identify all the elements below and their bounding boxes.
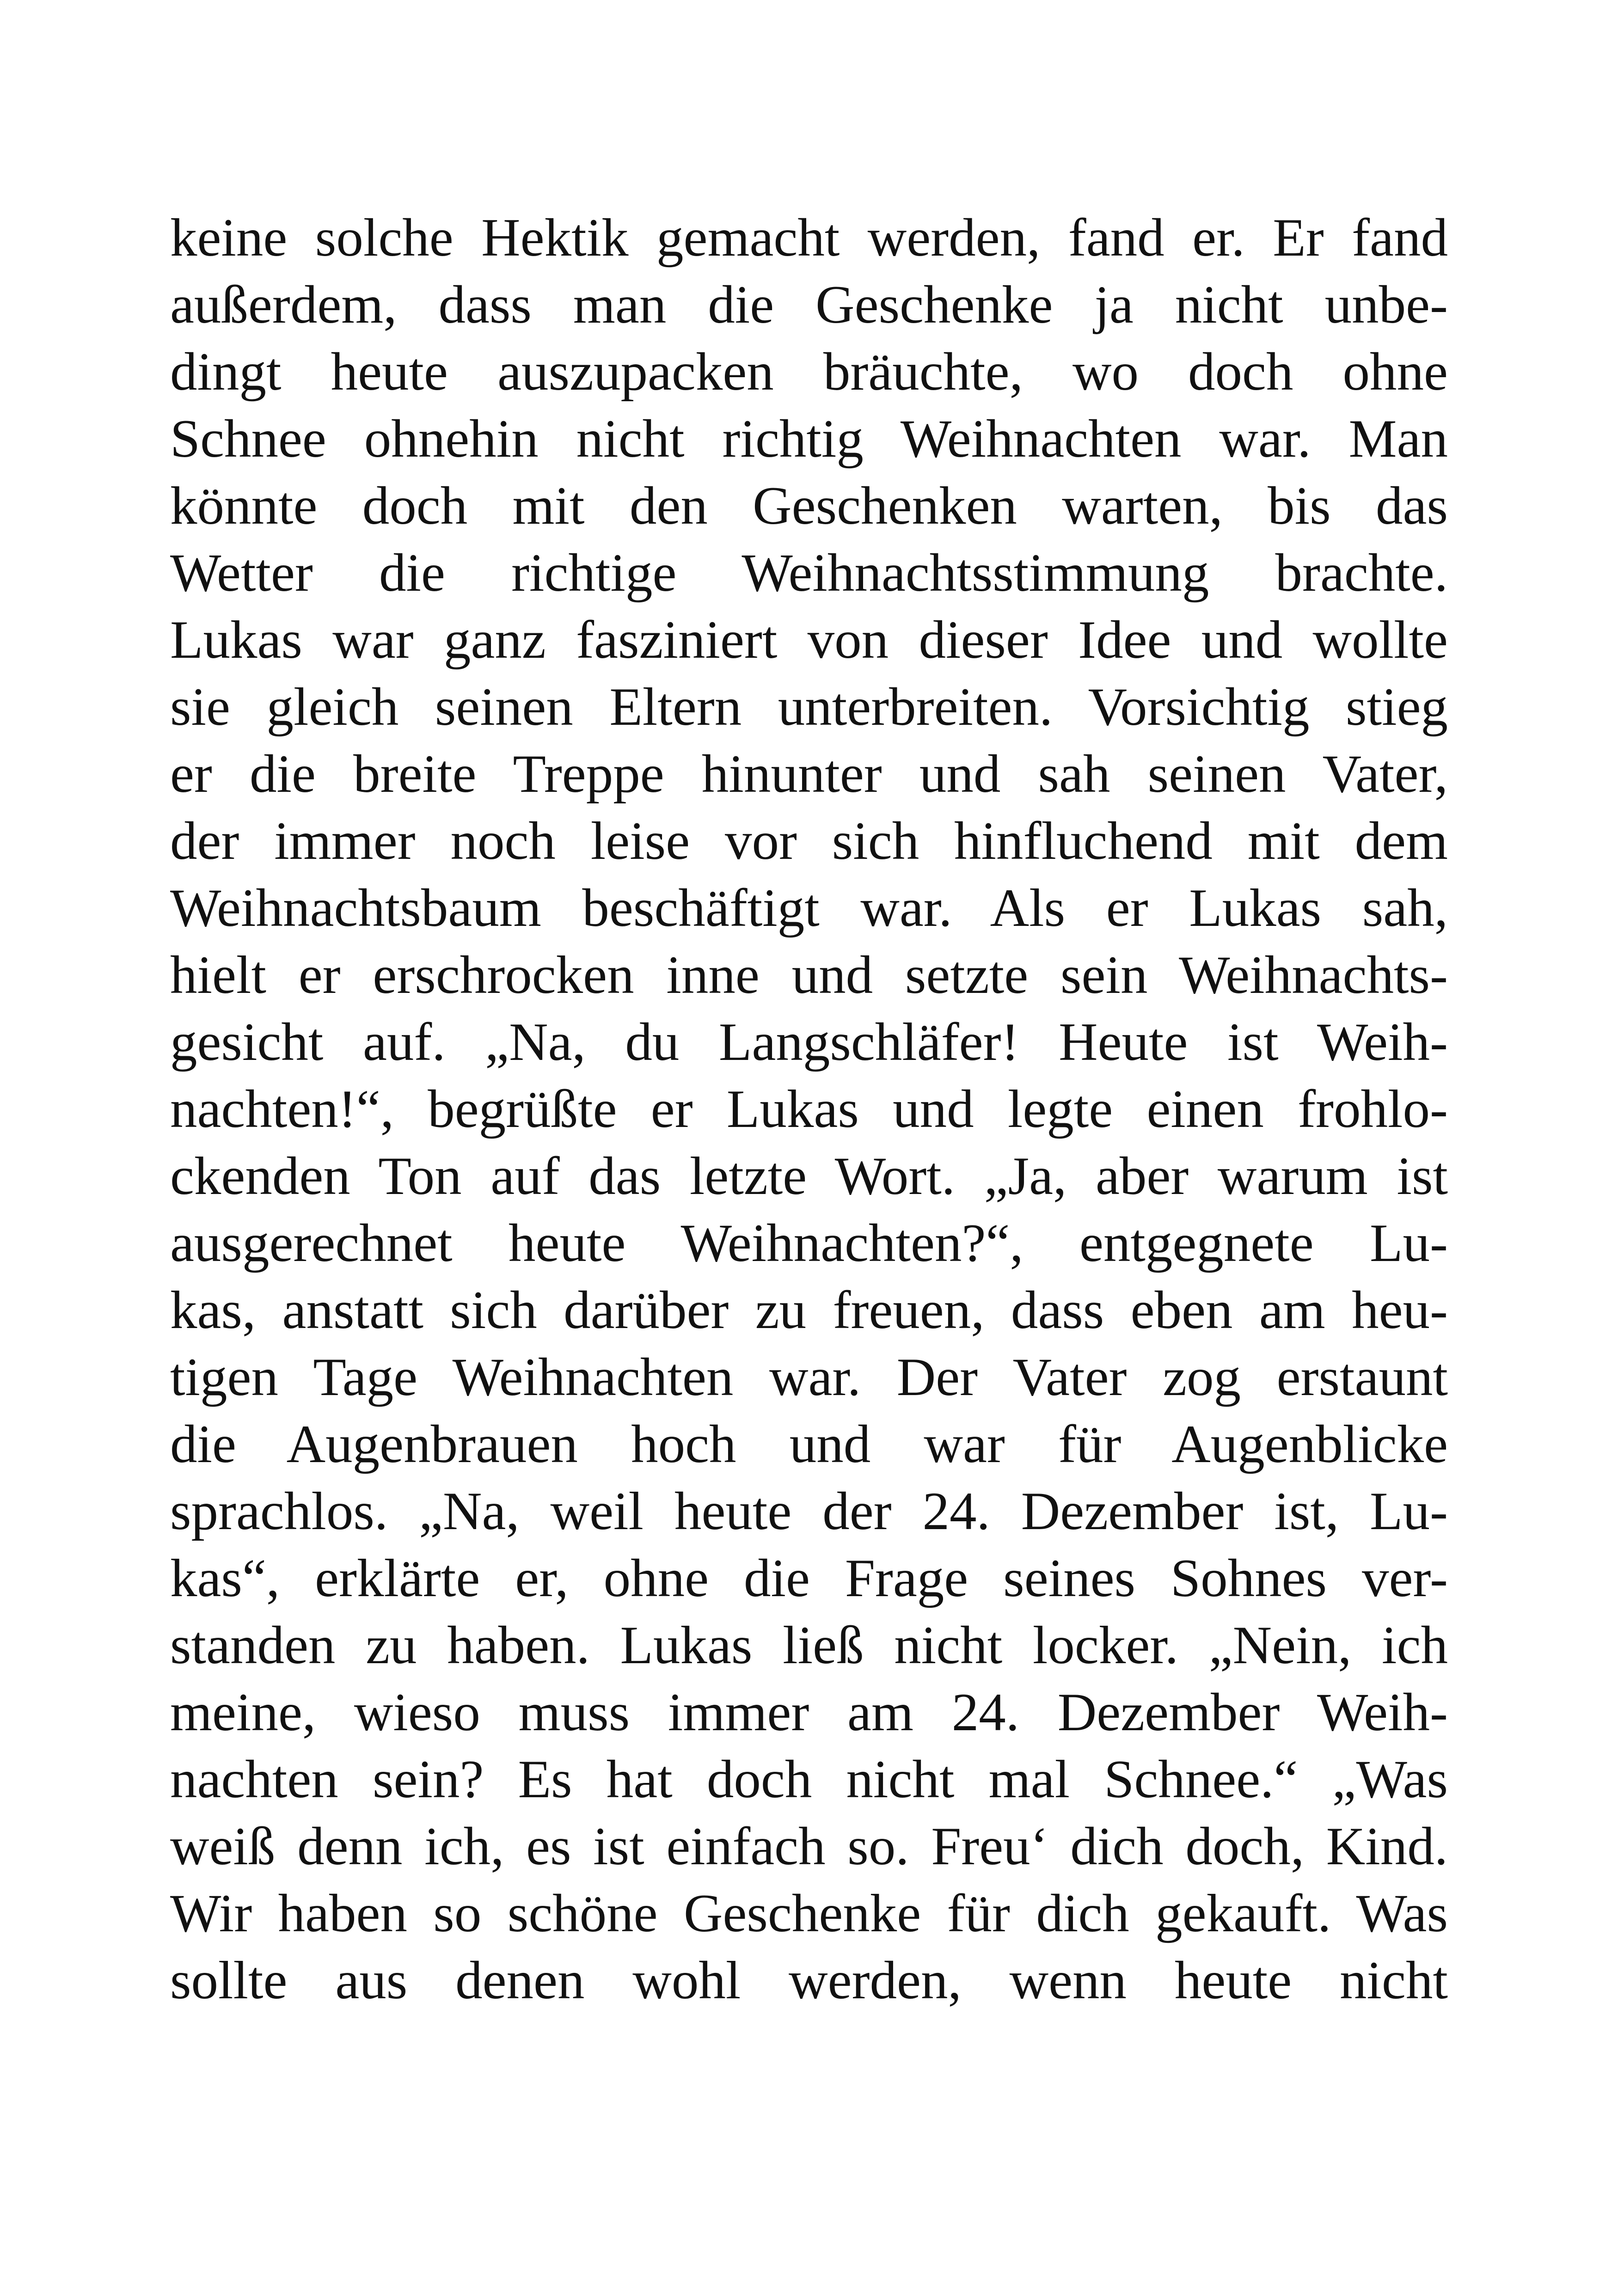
text-line: Wetter die richtige Weihnachtsstimmung brachte.: [170, 543, 1448, 603]
text-line: Lukas war ganz fasziniert von dieser Idee und wollte: [170, 610, 1448, 670]
body-text: [170, 204, 1448, 2014]
text-line: Schnee ohnehin nicht richtig Weihnachten war. Man: [170, 409, 1448, 469]
text-line: könnte doch mit den Geschenken warten, bis das: [170, 476, 1448, 536]
text-line: sollte aus denen wohl werden, wenn heute nicht: [170, 1951, 1448, 2010]
text-line: Wir haben so schöne Geschenke für dich gekauft. Was: [170, 1884, 1448, 1943]
text-line: standen zu haben. Lukas ließ nicht locker. „Nein, ich: [170, 1616, 1448, 1675]
text-line: nachten sein? Es hat doch nicht mal Schnee.“ „Was: [170, 1750, 1448, 1809]
text-line: sie gleich seinen Eltern unterbreiten. Vorsichtig stieg: [170, 677, 1448, 737]
text-line: ausgerechnet heute Weihnachten?“, entgegnete Lu-: [170, 1213, 1448, 1273]
text-line: meine, wieso muss immer am 24. Dezember Weih-: [170, 1683, 1448, 1742]
text-line: sprachlos. „Na, weil heute der 24. Dezember ist, Lu-: [170, 1482, 1448, 1541]
text-line: nachten!“, begrüßte er Lukas und legte einen frohlo-: [170, 1079, 1448, 1139]
text-line: kas, anstatt sich darüber zu freuen, dass eben am heu-: [170, 1280, 1448, 1340]
text-line: hielt er erschrocken inne und setzte sein Weihnachts-: [170, 945, 1448, 1005]
text-line: dingt heute auszupacken bräuchte, wo doch ohne: [170, 342, 1448, 402]
text-line: gesicht auf. „Na, du Langschläfer! Heute ist Weih-: [170, 1012, 1448, 1072]
text-line: außerdem, dass man die Geschenke ja nicht unbe-: [170, 275, 1448, 335]
text-line: kas“, erklärte er, ohne die Frage seines Sohnes ver-: [170, 1549, 1448, 1608]
text-line: ckenden Ton auf das letzte Wort. „Ja, aber warum ist: [170, 1146, 1448, 1206]
text-line: er die breite Treppe hinunter und sah seinen Vater,: [170, 744, 1448, 804]
text-line: die Augenbrauen hoch und war für Augenblicke: [170, 1414, 1448, 1474]
text-line: tigen Tage Weihnachten war. Der Vater zog erstaunt: [170, 1347, 1448, 1407]
text-line: keine solche Hektik gemacht werden, fand er. Er fand: [170, 208, 1448, 268]
text-line: der immer noch leise vor sich hinfluchend mit dem: [170, 811, 1448, 871]
text-line: Weihnachtsbaum beschäftigt war. Als er Lukas sah,: [170, 878, 1448, 938]
text-line: weiß denn ich, es ist einfach so. Freu‘ dich doch, Kind.: [170, 1817, 1448, 1876]
